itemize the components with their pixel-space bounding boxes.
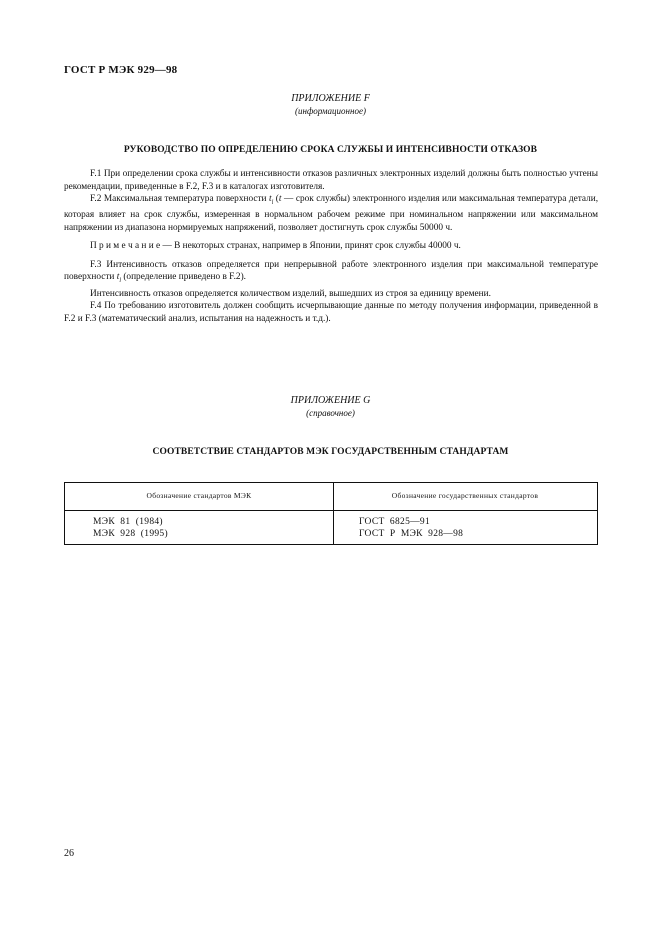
paragraph-f3: F.3 Интенсивность отказов определяется при непрерывной работе электронного изделия при максимальной температуре поверхности $t_l$ (определение приведено в F.2). (64, 259, 598, 285)
document-code: ГОСТ Р МЭК 929—98 (64, 64, 178, 76)
appendix-g-title: ПРИЛОЖЕНИЕ G (290, 395, 371, 406)
paragraph-f2: F.2 Максимальная температура поверхности $t_l$ (t — срок службы) электронного изделия или максимальная температура детали, которая влияет на срок службы, измеренная в нормальном рабочем режиме при номинальном напряжении или максимальном напряжении из диапазона нормируемых напряжений, позволяет достигнуть срок службы 50000 ч. (64, 194, 599, 233)
appendix-f-subtitle: (информационное) (295, 106, 366, 116)
appendix-g-heading: СООТВЕТСТВИЕ СТАНДАРТОВ МЭК ГОСУДАРСТВЕННЫМ СТАНДАРТАМ (152, 447, 509, 457)
appendix-f-heading: РУКОВОДСТВО ПО ОПРЕДЕЛЕНИЮ СРОКА СЛУЖБЫ И ИНТЕНСИВНОСТИ ОТКАЗОВ (123, 145, 538, 155)
appendix-g-subtitle: (справочное) (306, 408, 355, 418)
table-header-national: Обозначение государственных стандартов (391, 491, 539, 500)
note: П р и м е ч а н и е — В некоторых странах, например в Японии, принят срок службы 40000 ч. (90, 241, 461, 252)
table-cell-iec: МЭК 81 (1984) МЭК 928 (1995) (93, 517, 168, 539)
paragraph-f4: F.4 По требованию изготовитель должен сообщить исчерпывающие данные по методу получения информации, приведенной в F.2 и F.3 (математический анализ, испытания на надежность и т.д.). (64, 301, 598, 324)
paragraph-f3-extra: Интенсивность отказов определяется количеством изделий, вышедших из строя за единицу времени. (90, 288, 491, 299)
appendix-f-title: ПРИЛОЖЕНИЕ F (291, 93, 370, 104)
table-header-iec: Обозначение стандартов МЭК (146, 491, 252, 500)
appendix-f-body (64, 168, 598, 325)
table-cell-national: ГОСТ 6825—91 ГОСТ Р МЭК 928—98 (359, 517, 464, 539)
paragraph-f1: F.1 При определении срока службы и интенсивности отказов различных электронных изделий должны быть полностью учтены рекомендации, приведенные в F.2, F.3 и в каталогах изготовителя. (64, 169, 598, 192)
standards-table (64, 482, 598, 545)
page-number: 26 (64, 848, 74, 859)
table-header-divider (65, 510, 597, 511)
